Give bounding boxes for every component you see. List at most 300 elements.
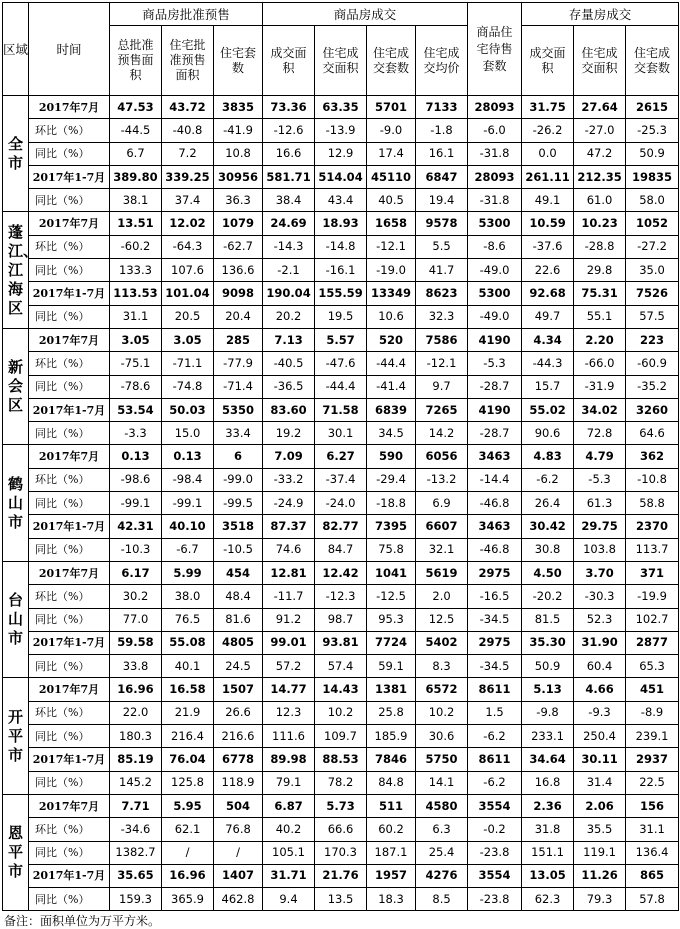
value-cell: 1957 — [367, 864, 416, 887]
value-cell: -31.9 — [574, 375, 626, 398]
value-cell: 57.5 — [626, 305, 679, 328]
value-cell: 19.5 — [315, 305, 367, 328]
value-cell: 212.35 — [574, 165, 626, 188]
value-cell: 85.19 — [110, 748, 162, 771]
value-cell: 65.3 — [626, 655, 679, 678]
value-cell: 865 — [626, 864, 679, 887]
value-cell: 59.58 — [110, 631, 162, 654]
value-cell: 362 — [626, 445, 679, 468]
value-cell: 2877 — [626, 631, 679, 654]
value-cell: 462.8 — [214, 888, 263, 911]
value-cell: 40.2 — [263, 818, 315, 841]
value-cell: -35.2 — [626, 375, 679, 398]
value-cell: 40.5 — [367, 189, 416, 212]
value-cell: 43.72 — [162, 96, 214, 119]
table-row — [3, 96, 679, 119]
value-cell: 53.54 — [110, 398, 162, 421]
value-cell: -37.6 — [522, 235, 574, 258]
value-cell: 133.3 — [110, 259, 162, 282]
value-cell: 7133 — [416, 96, 468, 119]
value-cell: 78.2 — [315, 771, 367, 794]
value-cell: 31.75 — [522, 96, 574, 119]
table-row — [3, 142, 679, 165]
value-cell: 84.8 — [367, 771, 416, 794]
value-cell: 3518 — [214, 515, 263, 538]
value-cell: 50.9 — [522, 655, 574, 678]
value-cell: -1.8 — [416, 119, 468, 142]
table-row — [3, 678, 679, 701]
value-cell: -27.2 — [626, 235, 679, 258]
value-cell: 159.3 — [110, 888, 162, 911]
row-period-label: 2017年7月 — [29, 328, 110, 351]
table-row — [3, 608, 679, 631]
header-time: 时间 — [29, 3, 110, 96]
value-cell: 4.66 — [574, 678, 626, 701]
value-cell: -98.6 — [110, 468, 162, 491]
header-col-res-presale-area: 住宅批准预售面积 — [162, 26, 214, 96]
value-cell: 49.7 — [522, 305, 574, 328]
value-cell: -44.5 — [110, 119, 162, 142]
value-cell: 8611 — [468, 748, 522, 771]
row-period-label: 同比（%） — [29, 142, 110, 165]
value-cell: -10.5 — [214, 538, 263, 561]
value-cell: -34.6 — [110, 818, 162, 841]
row-period-label: 2017年7月 — [29, 445, 110, 468]
value-cell: 3554 — [468, 864, 522, 887]
value-cell: -99.1 — [162, 492, 214, 515]
value-cell: 13.05 — [522, 864, 574, 887]
value-cell: 504 — [214, 794, 263, 817]
row-period-label: 2017年1-7月 — [29, 748, 110, 771]
value-cell: 30.1 — [315, 422, 367, 445]
value-cell: 3260 — [626, 398, 679, 421]
value-cell: 42.31 — [110, 515, 162, 538]
value-cell: -49.0 — [468, 305, 522, 328]
value-cell: -12.3 — [315, 585, 367, 608]
value-cell: 90.6 — [522, 422, 574, 445]
value-cell: 7724 — [367, 631, 416, 654]
value-cell: -0.2 — [468, 818, 522, 841]
value-cell: 34.02 — [574, 398, 626, 421]
value-cell: 87.37 — [263, 515, 315, 538]
value-cell: 2937 — [626, 748, 679, 771]
value-cell: 95.3 — [367, 608, 416, 631]
value-cell: 28093 — [468, 165, 522, 188]
value-cell: 83.60 — [263, 398, 315, 421]
value-cell: 12.02 — [162, 212, 214, 235]
value-cell: -14.3 — [263, 235, 315, 258]
value-cell: -14.8 — [315, 235, 367, 258]
value-cell: 6.27 — [315, 445, 367, 468]
value-cell: -16.5 — [468, 585, 522, 608]
value-cell: -10.3 — [110, 538, 162, 561]
value-cell: -46.8 — [468, 538, 522, 561]
value-cell: 16.58 — [162, 678, 214, 701]
value-cell: 31.4 — [574, 771, 626, 794]
value-cell: 170.3 — [315, 841, 367, 864]
value-cell: -25.3 — [626, 119, 679, 142]
value-cell: -24.9 — [263, 492, 315, 515]
value-cell: 520 — [367, 328, 416, 351]
value-cell: 190.04 — [263, 282, 315, 305]
value-cell: 2370 — [626, 515, 679, 538]
value-cell: -5.3 — [574, 468, 626, 491]
table-row — [3, 864, 679, 887]
value-cell: 5701 — [367, 96, 416, 119]
value-cell: -30.3 — [574, 585, 626, 608]
value-cell: 75.8 — [367, 538, 416, 561]
value-cell: 20.2 — [263, 305, 315, 328]
value-cell: 2.06 — [574, 794, 626, 817]
value-cell: 5350 — [214, 398, 263, 421]
value-cell: 30.8 — [522, 538, 574, 561]
value-cell: 60.2 — [367, 818, 416, 841]
value-cell: 8.3 — [416, 655, 468, 678]
value-cell: 10.2 — [315, 701, 367, 724]
value-cell: 4.50 — [522, 561, 574, 584]
table-row — [3, 771, 679, 794]
value-cell: 89.98 — [263, 748, 315, 771]
value-cell: 62.1 — [162, 818, 214, 841]
value-cell: -12.1 — [416, 352, 468, 375]
value-cell: 31.1 — [626, 818, 679, 841]
row-period-label: 2017年1-7月 — [29, 282, 110, 305]
value-cell: 102.7 — [626, 608, 679, 631]
value-cell: 99.01 — [263, 631, 315, 654]
value-cell: 8623 — [416, 282, 468, 305]
value-cell: -24.0 — [315, 492, 367, 515]
value-cell: 6778 — [214, 748, 263, 771]
value-cell: 12.5 — [416, 608, 468, 631]
value-cell: 511 — [367, 794, 416, 817]
value-cell: 50.9 — [626, 142, 679, 165]
value-cell: -9.3 — [574, 701, 626, 724]
value-cell: 76.5 — [162, 608, 214, 631]
value-cell: 5750 — [416, 748, 468, 771]
row-period-label: 同比（%） — [29, 189, 110, 212]
value-cell: 5300 — [468, 212, 522, 235]
value-cell: 5300 — [468, 282, 522, 305]
table-row — [3, 585, 679, 608]
row-period-label: 环比（%） — [29, 119, 110, 142]
value-cell: 105.1 — [263, 841, 315, 864]
header-col-stock-sales-area: 成交面积 — [522, 26, 574, 96]
value-cell: 34.64 — [522, 748, 574, 771]
value-cell: -8.9 — [626, 701, 679, 724]
row-period-label: 同比（%） — [29, 375, 110, 398]
value-cell: 14.43 — [315, 678, 367, 701]
value-cell: -5.3 — [468, 352, 522, 375]
row-period-label: 环比（%） — [29, 352, 110, 375]
value-cell: 40.1 — [162, 655, 214, 678]
value-cell: -99.1 — [110, 492, 162, 515]
value-cell: -8.6 — [468, 235, 522, 258]
value-cell: 2975 — [468, 631, 522, 654]
value-cell: -44.3 — [522, 352, 574, 375]
value-cell: 31.1 — [110, 305, 162, 328]
value-cell: 514.04 — [315, 165, 367, 188]
value-cell: 5.57 — [315, 328, 367, 351]
value-cell: 16.1 — [416, 142, 468, 165]
value-cell: 216.6 — [214, 725, 263, 748]
value-cell: 71.58 — [315, 398, 367, 421]
region-name: 新会区 — [3, 328, 29, 444]
value-cell: 3.05 — [162, 328, 214, 351]
value-cell: -2.1 — [263, 259, 315, 282]
value-cell: 3463 — [468, 515, 522, 538]
value-cell: -77.9 — [214, 352, 263, 375]
value-cell: 14.77 — [263, 678, 315, 701]
value-cell: 3.05 — [110, 328, 162, 351]
value-cell: 10.23 — [574, 212, 626, 235]
table-row — [3, 538, 679, 561]
value-cell: -78.6 — [110, 375, 162, 398]
value-cell: 27.64 — [574, 96, 626, 119]
value-cell: 38.1 — [110, 189, 162, 212]
table-row — [3, 375, 679, 398]
value-cell: 49.1 — [522, 189, 574, 212]
value-cell: 1507 — [214, 678, 263, 701]
value-cell: 7395 — [367, 515, 416, 538]
value-cell: 3835 — [214, 96, 263, 119]
value-cell: 118.9 — [214, 771, 263, 794]
value-cell: -19.0 — [367, 259, 416, 282]
value-cell: 76.8 — [214, 818, 263, 841]
value-cell: 365.9 — [162, 888, 214, 911]
value-cell: 5.73 — [315, 794, 367, 817]
value-cell: 2615 — [626, 96, 679, 119]
value-cell: -34.5 — [468, 655, 522, 678]
value-cell: 79.1 — [263, 771, 315, 794]
value-cell: 30.6 — [416, 725, 468, 748]
value-cell: 59.1 — [367, 655, 416, 678]
value-cell: 21.9 — [162, 701, 214, 724]
value-cell: 4.83 — [522, 445, 574, 468]
value-cell: 10.2 — [416, 701, 468, 724]
housing-stats-table — [2, 2, 679, 911]
value-cell: -99.5 — [214, 492, 263, 515]
value-cell: 5.99 — [162, 561, 214, 584]
value-cell: -6.2 — [468, 771, 522, 794]
value-cell: 5402 — [416, 631, 468, 654]
value-cell: 32.3 — [416, 305, 468, 328]
value-cell: 6607 — [416, 515, 468, 538]
value-cell: -12.5 — [367, 585, 416, 608]
value-cell: -29.4 — [367, 468, 416, 491]
value-cell: 34.5 — [367, 422, 416, 445]
value-cell: 6.87 — [263, 794, 315, 817]
value-cell: -47.6 — [315, 352, 367, 375]
value-cell: 55.1 — [574, 305, 626, 328]
header-col-sales-area: 成交面积 — [263, 26, 315, 96]
value-cell: 98.7 — [315, 608, 367, 631]
value-cell: 47.2 — [574, 142, 626, 165]
row-period-label: 环比（%） — [29, 468, 110, 491]
row-period-label: 环比（%） — [29, 818, 110, 841]
value-cell: 47.53 — [110, 96, 162, 119]
value-cell: -6.7 — [162, 538, 214, 561]
row-period-label: 同比（%） — [29, 655, 110, 678]
value-cell: 216.4 — [162, 725, 214, 748]
header-col-res-sales-units: 住宅成交套数 — [367, 26, 416, 96]
value-cell: 109.7 — [315, 725, 367, 748]
value-cell: 1079 — [214, 212, 263, 235]
value-cell: -23.8 — [468, 841, 522, 864]
value-cell: 26.6 — [214, 701, 263, 724]
value-cell: 101.04 — [162, 282, 214, 305]
value-cell: 4190 — [468, 328, 522, 351]
value-cell: -3.3 — [110, 422, 162, 445]
value-cell: -12.1 — [367, 235, 416, 258]
row-period-label: 同比（%） — [29, 771, 110, 794]
value-cell: 261.11 — [522, 165, 574, 188]
value-cell: -31.8 — [468, 189, 522, 212]
value-cell: 28093 — [468, 96, 522, 119]
value-cell: 107.6 — [162, 259, 214, 282]
row-period-label: 同比（%） — [29, 725, 110, 748]
value-cell: 19.2 — [263, 422, 315, 445]
row-period-label: 2017年1-7月 — [29, 398, 110, 421]
row-period-label: 同比（%） — [29, 538, 110, 561]
value-cell: -49.0 — [468, 259, 522, 282]
row-period-label: 同比（%） — [29, 422, 110, 445]
value-cell: 5.95 — [162, 794, 214, 817]
value-cell: -34.5 — [468, 608, 522, 631]
value-cell: 58.8 — [626, 492, 679, 515]
value-cell: 13.51 — [110, 212, 162, 235]
value-cell: 17.4 — [367, 142, 416, 165]
value-cell: -28.8 — [574, 235, 626, 258]
table-row — [3, 165, 679, 188]
value-cell: 26.4 — [522, 492, 574, 515]
value-cell: 12.3 — [263, 701, 315, 724]
value-cell: 60.4 — [574, 655, 626, 678]
value-cell: 48.4 — [214, 585, 263, 608]
row-period-label: 环比（%） — [29, 585, 110, 608]
value-cell: -74.8 — [162, 375, 214, 398]
value-cell: 9098 — [214, 282, 263, 305]
value-cell: 371 — [626, 561, 679, 584]
value-cell: -10.8 — [626, 468, 679, 491]
value-cell: -23.8 — [468, 888, 522, 911]
table-row — [3, 189, 679, 212]
value-cell: -6.2 — [468, 725, 522, 748]
table-row — [3, 492, 679, 515]
value-cell: 5.13 — [522, 678, 574, 701]
value-cell: -71.1 — [162, 352, 214, 375]
region-name: 全市 — [3, 96, 29, 212]
value-cell: 52.3 — [574, 608, 626, 631]
value-cell: 41.7 — [416, 259, 468, 282]
value-cell: 8611 — [468, 678, 522, 701]
value-cell: 187.1 — [367, 841, 416, 864]
value-cell: -27.0 — [574, 119, 626, 142]
value-cell: 0.13 — [162, 445, 214, 468]
value-cell: -9.0 — [367, 119, 416, 142]
header-region: 区域 — [3, 3, 29, 96]
value-cell: -9.8 — [522, 701, 574, 724]
row-period-label: 同比（%） — [29, 259, 110, 282]
value-cell: 77.0 — [110, 608, 162, 631]
value-cell: 13349 — [367, 282, 416, 305]
table-row — [3, 748, 679, 771]
value-cell: 9.4 — [263, 888, 315, 911]
value-cell: 74.6 — [263, 538, 315, 561]
value-cell: 3554 — [468, 794, 522, 817]
value-cell: 14.2 — [416, 422, 468, 445]
header-col-res-units: 住宅套数 — [214, 26, 263, 96]
value-cell: 36.3 — [214, 189, 263, 212]
value-cell: 111.6 — [263, 725, 315, 748]
value-cell: 6 — [214, 445, 263, 468]
value-cell: 7.2 — [162, 142, 214, 165]
value-cell: / — [214, 841, 263, 864]
value-cell: -28.7 — [468, 375, 522, 398]
value-cell: 7586 — [416, 328, 468, 351]
value-cell: 454 — [214, 561, 263, 584]
value-cell: 19835 — [626, 165, 679, 188]
value-cell: 4.34 — [522, 328, 574, 351]
footnote: 备注：面积单位为万平方米。 — [4, 914, 161, 929]
table-row — [3, 328, 679, 351]
value-cell: 57.4 — [315, 655, 367, 678]
value-cell: 6.9 — [416, 492, 468, 515]
value-cell: 136.4 — [626, 841, 679, 864]
value-cell: 4805 — [214, 631, 263, 654]
value-cell: 155.59 — [315, 282, 367, 305]
value-cell: 156 — [626, 794, 679, 817]
region-name: 开平市 — [3, 678, 29, 794]
value-cell: -11.7 — [263, 585, 315, 608]
value-cell: 1658 — [367, 212, 416, 235]
value-cell: -33.2 — [263, 468, 315, 491]
value-cell: 5619 — [416, 561, 468, 584]
value-cell: 37.4 — [162, 189, 214, 212]
value-cell: -14.4 — [468, 468, 522, 491]
value-cell: 1382.7 — [110, 841, 162, 864]
value-cell: 1381 — [367, 678, 416, 701]
value-cell: -6.0 — [468, 119, 522, 142]
header-col-total-presale-area: 总批准预售面积 — [110, 26, 162, 96]
value-cell: 2.36 — [522, 794, 574, 817]
value-cell: -28.7 — [468, 422, 522, 445]
value-cell: -98.4 — [162, 468, 214, 491]
value-cell: -75.1 — [110, 352, 162, 375]
table-row — [3, 888, 679, 911]
value-cell: 62.3 — [522, 888, 574, 911]
row-period-label: 2017年7月 — [29, 561, 110, 584]
row-period-label: 2017年7月 — [29, 96, 110, 119]
value-cell: 57.2 — [263, 655, 315, 678]
value-cell: 81.6 — [214, 608, 263, 631]
value-cell: -36.5 — [263, 375, 315, 398]
value-cell: 81.5 — [522, 608, 574, 631]
value-cell: 7.13 — [263, 328, 315, 351]
table-row — [3, 305, 679, 328]
table-row — [3, 818, 679, 841]
value-cell: -13.9 — [315, 119, 367, 142]
value-cell: -60.2 — [110, 235, 162, 258]
value-cell: -60.9 — [626, 352, 679, 375]
value-cell: 13.5 — [315, 888, 367, 911]
value-cell: 151.1 — [522, 841, 574, 864]
value-cell: 63.35 — [315, 96, 367, 119]
header-col-res-sales-area: 住宅成交面积 — [315, 26, 367, 96]
value-cell: 11.26 — [574, 864, 626, 887]
value-cell: 21.76 — [315, 864, 367, 887]
value-cell: 7.71 — [110, 794, 162, 817]
value-cell: 30.2 — [110, 585, 162, 608]
